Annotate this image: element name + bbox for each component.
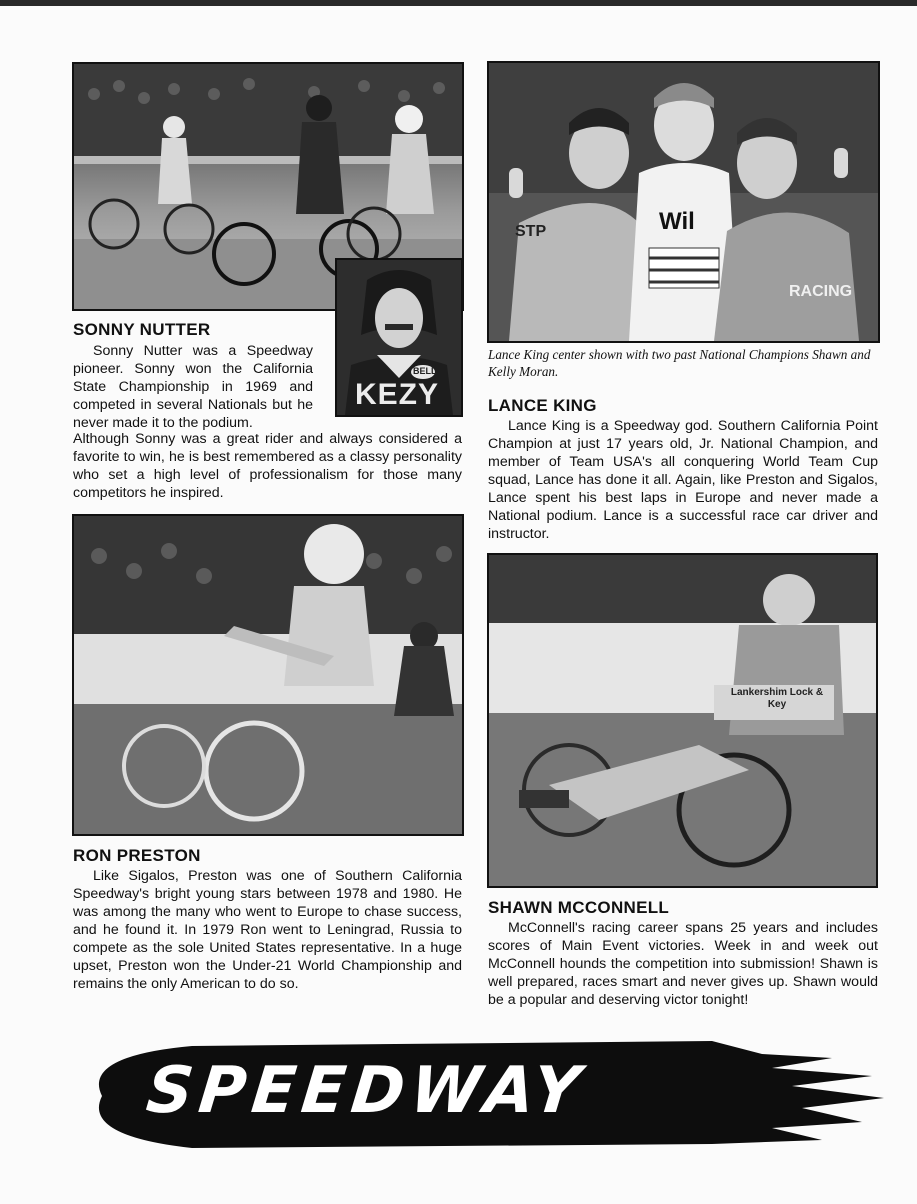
text-sonny-nutter-narrow: Sonny Nutter was a Speedway pioneer. Sonny won the California State Championship in 1969 and competed in several Nationals but he never made it to the podium. [73,343,313,431]
text-lance-king: Lance King is a Speedway god. Southern California Point Champion at just 17 years old, Jr. National Champion, and member of Team USA's all conquering World Team Cup squad, Lance has done it all. Again, like Preston and Sigalos, Lance spent his best laps in Europe and never made a National podium. Lance is a successful race car driver and instructor. [488,418,878,542]
fairing-text-lankershim: Lankershim Lock & Key [730,687,824,710]
heading-shawn-mcconnell: SHAWN MCCONNELL [488,898,670,917]
text-shawn-mcconnell: McConnell's racing career spans 25 years and includes scores of Main Event victories. Week in and week out McConnell hounds the competition into submission! Shawn is well prepared, races smart and never gives up. Shawn would be a popular and deserving victor tonight! [488,920,878,1008]
photo-shawn-mcconnell [487,553,878,888]
photo-ron-preston [72,514,464,836]
photo-lance-king-trio [487,61,880,343]
heading-ron-preston: RON PRESTON [73,846,201,865]
jersey-text-kezy: KEZY [355,378,440,411]
speedway-logo-text: SPEEDWAY [143,1054,590,1128]
jersey-text-racing: RACING [789,283,853,300]
caption-lance-king: Lance King center shown with two past National Champions Shawn and Kelly Moran. [488,347,871,379]
badge-text-bell: BELL [413,366,437,376]
mcconnell-illustration [489,555,876,886]
page-top-edge [0,0,917,6]
text-ron-preston: Like Sigalos, Preston was one of Southern California Speedway's bright young stars between 1978 and 1980. He was among the many who went to Europe to chase success, and he found it. In 1979 Ron went to Leningrad, Russia to compete as the sole United States representative. In a huge upset, Preston won the Under-21 World Championship and remains the only American to do so. [73,868,462,992]
text-sonny-nutter-wide: Although Sonny was a great rider and always considered a favorite to win, he is best remembered as a classy personality who set a high level of professionalism for those many competitors he inspired. [73,431,462,501]
photo-sonny-nutter-portrait [335,258,463,417]
heading-lance-king: LANCE KING [488,396,597,415]
preston-illustration [74,516,462,834]
jersey-text-stp: STP [515,223,547,240]
heading-sonny-nutter: SONNY NUTTER [73,320,211,339]
speedway-logo-banner [72,1036,884,1156]
jersey-text-wil: Wil [659,208,695,235]
